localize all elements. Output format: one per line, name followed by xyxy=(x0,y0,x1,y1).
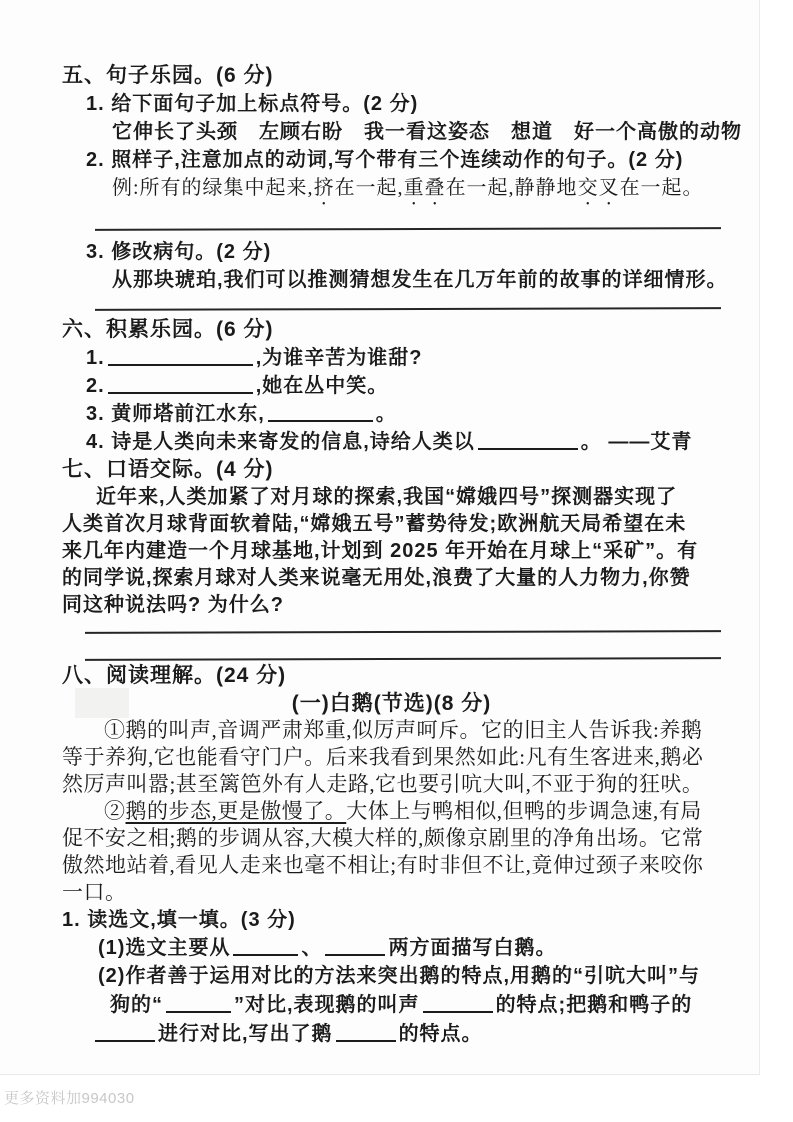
passage-line: 促不安之相;鹅的步调从容,大模大样的,颇像京剧里的净角出场。它常 xyxy=(62,826,704,850)
dotted-word: 交叉 xyxy=(577,177,620,199)
fill-blank xyxy=(233,940,298,956)
example-text: 例:所有的绿集中起来, xyxy=(112,177,314,199)
paragraph-marker: ② xyxy=(104,799,126,823)
item-text: ,她在丛中笑。 xyxy=(255,375,389,397)
s8-q1-sub1 xyxy=(62,934,721,962)
section-5-title: 五、句子乐园。(6 分) xyxy=(62,64,274,87)
section-8-title: 八、阅读理解。(24 分) xyxy=(62,664,287,687)
s5-q2-example xyxy=(62,174,721,210)
s5-q3-label: 3. 修改病句。(2 分) xyxy=(86,241,272,263)
question-text: 狗的“ xyxy=(110,994,163,1016)
passage-text: 大体上与鸭相似,但鸭的步调急速,有局 xyxy=(346,799,702,823)
item-text: 。 xyxy=(375,403,397,425)
reading-passage-title: (一)白鹅(节选)(8 分) xyxy=(291,692,492,715)
question-text: 进行对比,写出了鹅 xyxy=(158,1023,333,1045)
watermark-text: 更多资料加994030 xyxy=(4,1090,135,1107)
example-text: 在一起, xyxy=(334,177,404,199)
s7-paragraph-line: 的同学说,探索月球对人类来说毫无用处,浪费了大量的人力物力,你赞 xyxy=(62,567,691,589)
scan-smudge xyxy=(75,688,129,718)
passage-line: 等于养狗,它也能看守门户。后来我看到果然如此:凡有生客进来,鹅必 xyxy=(62,745,704,769)
passage-line xyxy=(62,798,721,825)
question-text: (1)选文主要从 xyxy=(98,937,231,959)
s5-q1-label: 1. 给下面句子加上标点符号。(2 分) xyxy=(86,93,419,115)
underlined-phrase: 鹅的步态,更是傲慢了。 xyxy=(125,799,347,823)
section-7-title: 七、口语交际。(4 分) xyxy=(62,458,274,481)
question-text: 两方面描写白鹅。 xyxy=(388,937,557,959)
question-text: ”对比,表现鹅的叫声 xyxy=(234,994,420,1016)
s7-paragraph-line: 人类首次月球背面软着陆,“嫦娥五号”蓄势待发;欧洲航天局希望在未 xyxy=(62,513,687,535)
fill-blank xyxy=(108,350,253,366)
answer-line xyxy=(85,630,721,634)
passage-line: ①鹅的叫声,音调严肃郑重,似厉声呵斥。它的旧主人告诉我:养鹅 xyxy=(104,718,703,742)
item-text: ,为谁辛苦为谁甜? xyxy=(255,347,423,369)
fill-blank xyxy=(108,378,253,394)
example-text: 在一起。 xyxy=(619,177,704,199)
fill-blank xyxy=(268,406,373,422)
s5-q1-sentence: 它伸长了头颈 左顾右盼 我一看这姿态 想道 好一个高傲的动物 xyxy=(112,121,742,143)
answer-line xyxy=(95,307,721,311)
s6-item-4 xyxy=(62,428,721,456)
s7-paragraph-line: 同这种说法吗? 为什么? xyxy=(62,594,284,616)
passage-line: 傲然地站着,看见人走来也毫不相让;有时非但不让,竟伸过颈子来咬你 xyxy=(62,853,704,877)
s8-q1-sub2-line1: (2)作者善于运用对比的方法来突出鹅的特点,用鹅的“引吭大叫”与 xyxy=(98,965,700,987)
fill-blank xyxy=(478,434,578,450)
example-text: 在一起,静静地 xyxy=(445,177,578,199)
s8-q1-sub2-line3 xyxy=(62,1020,721,1049)
item-text: 。 xyxy=(580,431,602,453)
quote-author: ——艾青 xyxy=(608,431,693,453)
s6-item-3 xyxy=(62,400,721,428)
s8-q1-sub2-line2 xyxy=(62,991,721,1020)
passage-line: 然厉声叫嚣;甚至篱笆外有人走路,它也要引吭大叫,不亚于狗的狂吠。 xyxy=(62,772,704,796)
question-text: 、 xyxy=(301,937,323,959)
s5-q2-label: 2. 照样子,注意加点的动词,写个带有三个连续动作的句子。(2 分) xyxy=(86,149,684,171)
answer-line xyxy=(95,227,721,231)
fill-blank xyxy=(423,997,493,1013)
fill-blank xyxy=(325,940,385,956)
s6-item-2 xyxy=(62,372,721,400)
passage-line: 一口。 xyxy=(62,880,127,904)
item-number: 1. xyxy=(86,347,105,369)
answer-line xyxy=(85,657,721,661)
s8-q1-label: 1. 读选文,填一填。(3 分) xyxy=(62,909,296,931)
item-text: 3. 黄师塔前江水东, xyxy=(86,403,265,425)
s7-paragraph-line: 近年来,人类加紧了对月球的探索,我国“嫦娥四号”探测器实现了 xyxy=(96,486,678,508)
fill-blank xyxy=(166,997,231,1013)
question-text: 的特点;把鹅和鸭子的 xyxy=(495,994,693,1016)
dotted-word: 挤 xyxy=(313,177,335,199)
fill-blank xyxy=(336,1026,396,1042)
s6-item-1 xyxy=(62,344,721,372)
s5-q3-sentence: 从那块琥珀,我们可以推测猜想发生在几万年前的故事的详细情形。 xyxy=(112,269,728,291)
s7-paragraph-line: 来几年内建造一个月球基地,计划到 2025 年开始在月球上“采矿”。有 xyxy=(62,540,699,562)
dotted-word: 重叠 xyxy=(403,177,446,199)
section-6-title: 六、积累乐园。(6 分) xyxy=(62,318,274,341)
question-text: 的特点。 xyxy=(398,1023,483,1045)
item-number: 2. xyxy=(86,375,105,397)
item-text: 4. 诗是人类向未来寄发的信息,诗给人类以 xyxy=(86,431,475,453)
fill-blank xyxy=(95,1026,155,1042)
